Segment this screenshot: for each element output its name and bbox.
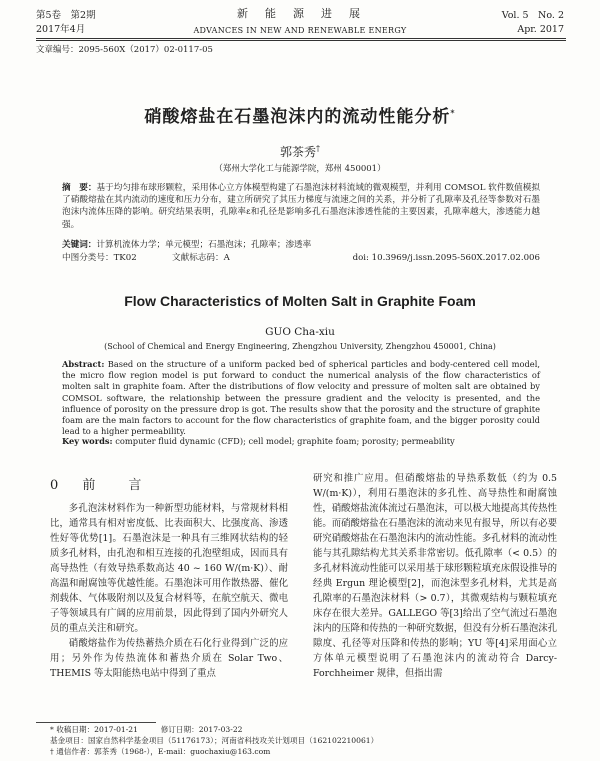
footnote-funding: 基金项目：国家自然科学基金项目（51176173）；河南省科技攻关计划项目（162102210061） [50, 736, 379, 745]
title-footnote-mark: * [450, 107, 456, 118]
header-date: 2017年4月 [36, 24, 86, 35]
doc-value: A [223, 253, 230, 263]
classification-row [62, 253, 540, 264]
clc-value: TK02 [113, 253, 137, 263]
header-rule [36, 38, 566, 41]
section-heading [50, 474, 151, 493]
footnote-dates: * 收稿日期：2017-01-21 修订日期：2017-03-22 [50, 725, 243, 734]
title-zh [40, 102, 560, 127]
abstract-en [62, 359, 540, 437]
body-right-paragraph-1: 研究和推广应用。但硝酸熔盐的导热系数低（约为 0.5 W/(m·K)），利用石墨泡沫的多孔性、高导热性和耐腐蚀性，硝酸熔盐流体流过石墨泡沫，可以极大地提高其传热性能。而硝酸熔盐在石墨泡沫的流动来见有报导，所以有必要研究硝酸熔盐在石墨泡沫内的流动性能。多孔材料的流动性能与其孔隙结构尤其关系非常密切。低孔隙率（< 0.5）的多孔材料流动性能可以采用基于球形颗粒填充床假设推导的经典 Ergun 理论模型[2]，而泡沫型多孔材料，尤其是高孔隙率的石墨泡沫材料（> 0.7），其微观结构与颗粒填充床存在很大差异。GALLEGO 等[3]给出了空气流过石墨泡沫内的压降和传热的一种研究数据，但没有分析石墨泡沫孔隙度、孔径等对压降和传热的影响；YU 等[4]采用面心立方体单元模型说明了石墨泡沫内的流动符合 Darcy-Forchheimer 规律，但指出需 [313, 473, 557, 679]
footnote-rule [36, 722, 156, 723]
author-zh-name: 郭茶秀 [279, 145, 316, 159]
author-zh [40, 143, 560, 160]
author-en: GUO Cha-xiu [265, 326, 335, 338]
body-left-paragraph-2: 硝酸熔盐作为传热蓄热介质在石化行业得到广泛的应用；另外作为传热流体和蓄热介质在 Solar Two、THEMIS 等太阳能热电站中得到了重点 [50, 638, 288, 679]
doi: doi: 10.3969/j.issn.2095-560X.2017.02.006 [352, 253, 540, 263]
body-column-right [313, 471, 557, 717]
abstract-zh [62, 182, 540, 231]
body-left-paragraph-1: 多孔泡沫材料作为一种新型功能材料，与常规材料相比，通常具有相对密度低、比表面积大、比强度高、渗透性好等优势[1]。石墨泡沫是一种具有三维网状结构的轻质多孔材料，由孔泡和相互连接的孔泡壁组成，因而具有高导热性（有效导热系数高达 40 ~ 160 W/(m·K)）、耐高温和耐腐蚀等优越性能。石墨泡沫可用作散热器、催化剂载体、气体吸附剂以及复合材料等，在航空航天、微电子等领域具有广阔的应用前景，因此得到了国内外研究人员的重点关注和研究。 [50, 503, 288, 634]
abstract-zh-label: 摘 要： [62, 183, 97, 193]
keywords-zh-label: 关键词： [62, 240, 97, 250]
keywords-en-label: Key words: [62, 436, 113, 446]
affiliation-en: (School of Chemical and Energy Engineering, Zhengzhou University, Zhengzhou 450001, China) [104, 342, 496, 351]
body-column-left [50, 501, 288, 701]
abstract-en-label: Abstract: [62, 359, 105, 369]
doc-code [172, 253, 230, 264]
title-zh-text: 硝酸熔盐在石墨泡沫内的流动性能分析 [144, 107, 451, 127]
section-title: 前 言 [82, 478, 152, 493]
journal-name-en: ADVANCES IN NEW AND RENEWABLE ENERGY [193, 26, 407, 35]
clc-label: 中图分类号： [62, 253, 114, 263]
keywords-en-text: computer fluid dynamic (CFD); cell model; graphite foam; porosity; permeability [115, 436, 455, 446]
author-footnote-mark: † [316, 144, 320, 153]
doc-label: 文献标志码： [172, 253, 224, 263]
header-volume: Vol. 5 No. 2 [501, 10, 564, 21]
keywords-en [62, 436, 540, 447]
keywords-zh-text: 计算机流体力学；单元模型；石墨泡沫；孔隙率；渗透率 [96, 240, 312, 250]
abstract-en-text: Based on the structure of a uniform packed bed of spherical particles and body-centered cell model, the micro flow region model is put forward to conduct the numerical analysis of the flow characteristics of molten salt in graphite foam. After the distributions of flow velocity and pressure of molten salt are obtained by COMSOL software, the relationship between the pressure gradient and the velocity is presented, and the influence of porosity on the pressure drop is got. The results show that the porosity and the structure of graphite foam are the main factors to account for the flow characteristics of graphite foam, and the bigger porosity could lead to a higher permeability. [62, 359, 541, 437]
abstract-zh-text: 基于均匀排布球形颗粒，采用体心立方体模型构建了石墨泡沫材料流域的微观模型，并利用 COMSOL 软件数值模拟了硝酸熔盐在其内流动的速度和压力分布，建立所研究了其压力梯度与流速之间的关系，并分析了孔隙率及孔径等参数对石墨泡沫内流体压降的影响。研究结果表明，孔隙率ε和孔径是影响多孔石墨泡沫渗透性能的主要因素，孔隙率越大，渗透能力越强。 [62, 183, 540, 230]
keywords-zh [62, 240, 540, 251]
footnote-corresponding-author: † 通信作者：郭茶秀（1968-），E-mail：guochaxiu@163.com [50, 747, 271, 756]
article-id: 文章编号：2095-560X（2017）02-0117-05 [36, 45, 213, 55]
header-month-en: Apr. 2017 [517, 24, 564, 35]
header-issue: 第5卷 第2期 [36, 10, 96, 21]
journal-name-zh: 新 能 源 进 展 [237, 7, 363, 20]
title-en: Flow Characteristics of Molten Salt in Graphite Foam [124, 293, 476, 309]
affiliation-zh: （郑州大学化工与能源学院，郑州 450001） [214, 164, 386, 174]
section-number: 0 [50, 478, 69, 493]
